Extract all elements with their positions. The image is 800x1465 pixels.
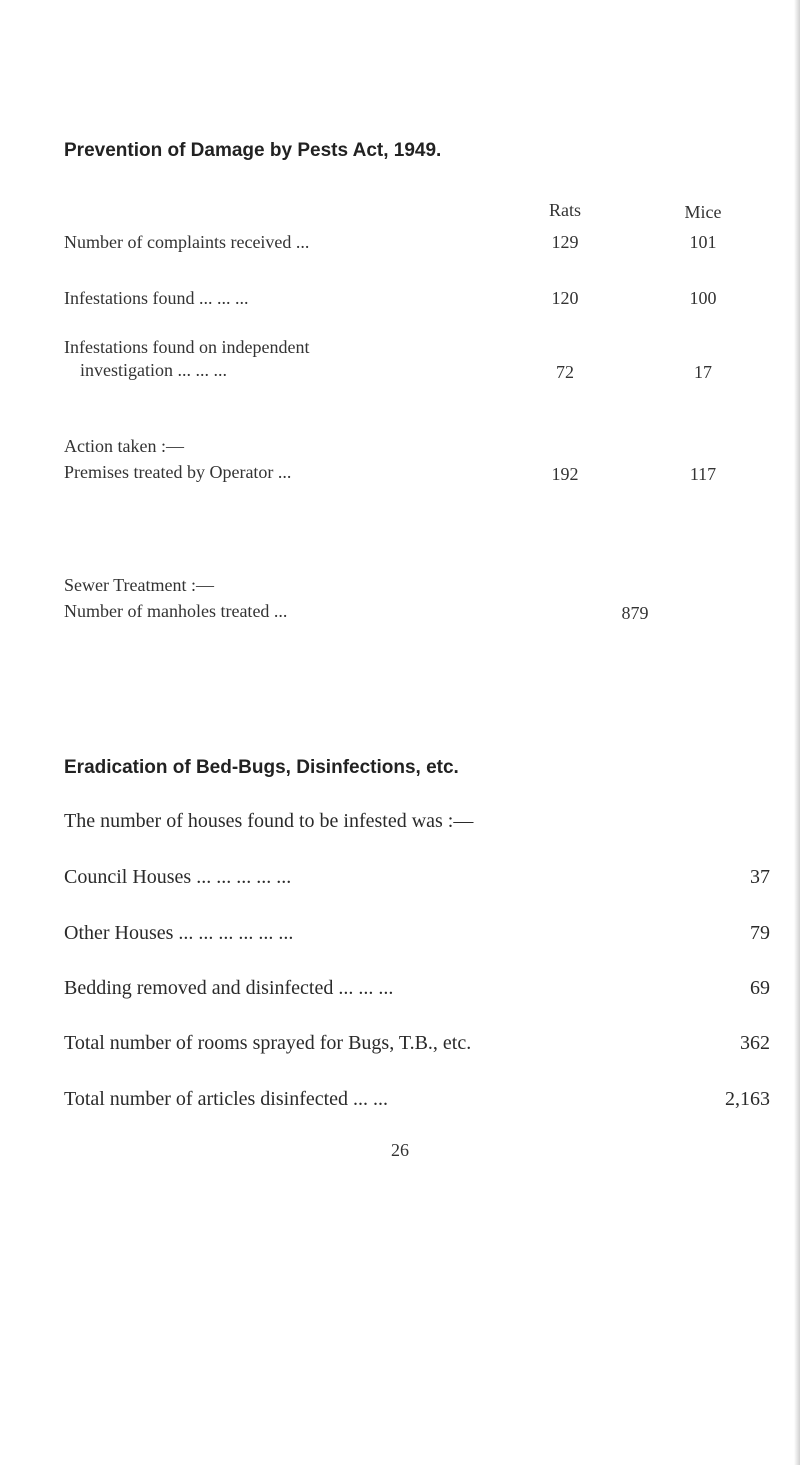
row-premises-mice: 117 <box>689 464 717 484</box>
bedbugs-title: Eradication of Bed-Bugs, Disinfections, etc. <box>64 757 459 778</box>
row-articles-label: Total number of articles disinfected ... ... <box>64 1088 389 1110</box>
row-rooms-sprayed-label: Total number of rooms sprayed for Bugs, T.B., etc. <box>64 1032 472 1054</box>
row-bedding-label: Bedding removed and disinfected ... ... ... <box>64 977 394 999</box>
col-header-mice: Mice <box>684 202 722 222</box>
row-complaints-mice: 101 <box>689 232 717 252</box>
row-complaints-label: Number of complaints received ... <box>64 232 310 252</box>
row-rooms-sprayed-value: 362 <box>740 1032 770 1054</box>
row-independent-mice: 17 <box>694 362 712 382</box>
row-council-houses-label: Council Houses ... ... ... ... ... <box>64 866 292 888</box>
action-heading: Action taken :— <box>64 436 184 456</box>
row-independent-rats: 72 <box>556 362 574 382</box>
row-articles-value: 2,163 <box>725 1088 770 1110</box>
row-infestations-mice: 100 <box>689 288 717 308</box>
row-complaints-rats: 129 <box>551 232 579 252</box>
row-infestations-rats: 120 <box>551 288 579 308</box>
row-premises-rats: 192 <box>551 464 579 484</box>
pests-act-title: Prevention of Damage by Pests Act, 1949. <box>64 140 442 161</box>
col-header-rats: Rats <box>548 200 581 220</box>
row-infestations-label: Infestations found ... ... ... <box>64 288 249 308</box>
page-edge-shadow <box>794 0 800 1465</box>
bedbugs-intro: The number of houses found to be infested was :— <box>64 810 474 832</box>
row-bedding-value: 69 <box>750 977 770 999</box>
row-premises-label: Premises treated by Operator ... <box>64 462 292 482</box>
row-other-houses-label: Other Houses ... ... ... ... ... ... <box>64 922 294 944</box>
row-independent-label-cont: investigation ... ... ... <box>80 360 227 380</box>
row-manholes-value: 879 <box>621 603 649 623</box>
row-other-houses-value: 79 <box>750 922 770 944</box>
row-independent-label: Infestations found on independent <box>64 337 310 357</box>
row-council-houses-value: 37 <box>750 866 770 888</box>
page-number: 26 <box>391 1140 409 1160</box>
sewer-heading: Sewer Treatment :— <box>64 575 214 595</box>
row-manholes-label: Number of manholes treated ... <box>64 601 288 621</box>
